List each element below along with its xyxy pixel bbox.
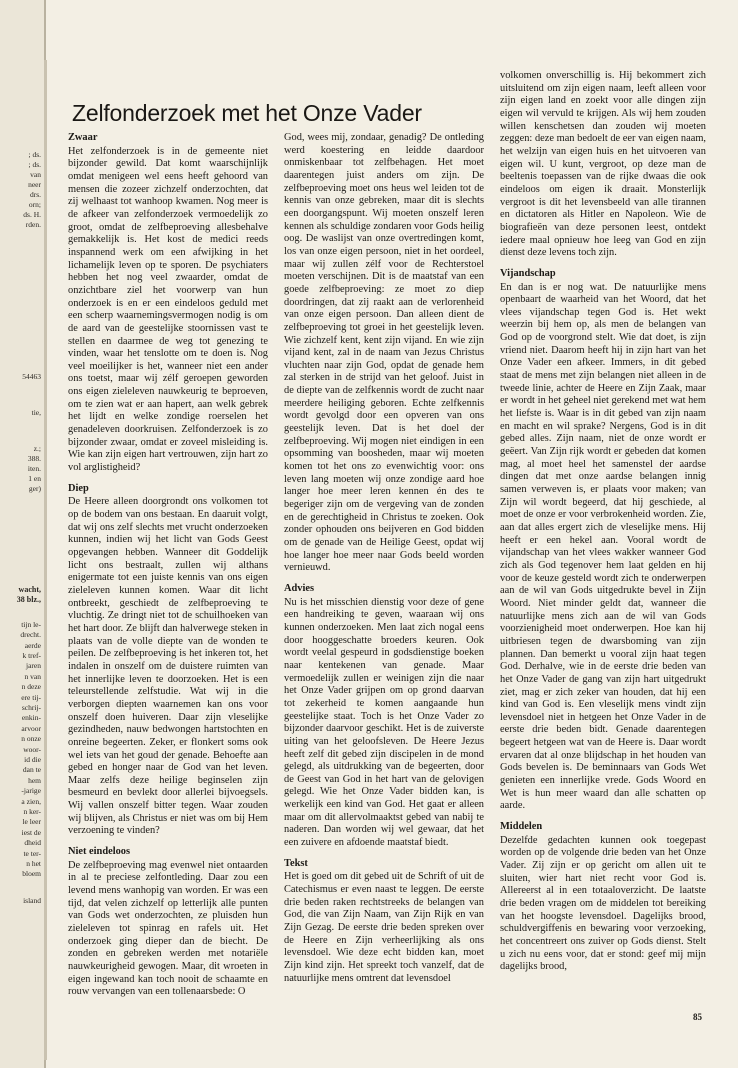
page-number: 85 <box>693 1012 702 1022</box>
margin-fragment: drs. <box>29 190 41 199</box>
paragraph: De zelfbeproeving mag evenwel niet ontaarden in al te preciese zelfontleding. Daar zou een levend mens wanhopig van worden. Er was een tijd, dat velen zichzelf op letterlijk alle punten van Gods wet onderzochten, ze pluisden hun zieleleven tot spinrag en rafels uit. Het onderzoek ging dieper dan de biecht. De zonden en gebreken werden met notariële nauwkeurigheid gewogen. Maar, dit wroeten in eigen ingewand kan toch nooit de schaamte en rouw vervangen van een tollenaarsbede: O <box>68 859 268 998</box>
margin-fragment: 54463 <box>22 372 41 381</box>
paragraph: Het is goed om dit gebed uit de Schrift of uit de Catechismus er even naast te leggen. De eerste drie beden raken rechtstreeks de belangen van God, die van Zijn Naam, van Zijn Rijk en van Zijn Gezag. De eerste drie beden spreken over de Heere en Zijn verheerlijking als ons levensdoel. Wie deze echt bidden kan, moet Zijn kind zijn. Het spreekt toch vanzelf, dat de natuurlijke mens omtrent dat levensdoel <box>284 871 484 984</box>
margin-fragment: -jarige <box>21 786 41 796</box>
section-heading: Zwaar <box>68 132 98 143</box>
margin-fragment: van <box>30 170 41 179</box>
column-3 <box>500 70 706 974</box>
paragraph: Het zelfonderzoek is in de gemeente niet bijzonder gewild. Dat komt waarschijnlijk omdat menigeen wel eens heeft gehoord van mensen die zozeer zichzelf onderzochten, dat zij welhaast tot wanhoop kwamen. Nog meer is de afkeer van zelfonderzoek vermoedelijk zo groot, omdat de zelfbeproeving allesbehalve gemakkelijk is. Het kost de medici reeds inspannend werk om een afwijking in het lichamelijk leven op te sporen. De psychiaters hebben het nog veel zwaarder, omdat de onzichtbare ziel het voorwerp van hun onderzoek is en er een eindeloos geduld met een scherp waarnemingsvermogen nodig is om de aard van de geestelijke stoornissen vast te stellen en daarmee de weg tot genezing te vinden, waar het tenslotte om te doen is. Nog veel moeilijker is het, wanneer niet een ander ons toetst, maar wij zélf geroepen geworden ons eigen zieleleven nauwkeurig te beproeven, om te zien wat er aan hapert, aan welk gebrek het lijdt en welke zondige roerselen het genadeleven doorkruisen. Zelfonderzoek is zo bijzonder zwaar, omdat er zoveel misleiding is. Wie kan zijn eigen hart vertrouwen, zijn hart zo vol arglistigheid? <box>68 145 268 474</box>
paragraph: De Heere alleen doorgrondt ons volkomen tot op de bodem van ons bestaan. En daaruit volgt, dat wij ons zelf slechts met vrucht onderzoeken kunnen, indien wij het licht van Gods Geest opgevangen hebben. Wanneer dit Goddelijk licht ons bestraalt, zullen wij althans enigermate tot een juiste kennis van ons eigen zieleleven kunnen komen. Waar dit licht ontbreekt, geschiedt de zelfbeproeving te vluchtig. Ze dringt niet tot de schuilhoeken van het hart door. Ze blijft dan halverwege steken in plaats van de volle diepte van de wonden te peilen. De zelfbeproeving is het inkeren tot, het indalen in onszelf om de duistere ruimten van het innerlijke leven te doorzoeken. Het is een teleurstellende zelfstudie. Wat wij in die verborgen diepten waarnemen kan ons voor onszelf doen huiveren. Daar zijn vleselijke gezindheden, nauw bedwongen hartstochten en onreine begeerten. Zeker, er flonkert soms ook wel iets van het goud der genade. Behoefte aan gebed en honger naar de God van het leven. Maar zelfs deze heilige beginselen zijn besmeurd en bevlekt door allerlei bijvoegsels. Wij vallen onszelf bitter tegen. Waar zouden wij blijven, als Christus er niet was om bij Hem verzoening te vinden? <box>68 496 268 837</box>
margin-fragment: jaren <box>26 661 41 671</box>
section-heading: Vijandschap <box>500 267 556 279</box>
paragraph: volkomen onverschillig is. Hij bekommert zich uitsluitend om zijn eigen naam, leeft alleen voor zijn eigen land en zoekt voor alle dingen zijn eigen wil vervuld te krijgen. Als wij hem zouden willen kenschetsen dan zouden wij moeten zeggen: deze man bedoelt de eer van eigen naam, het welzijn van eigen huis en het uitvoeren van eigen wil. U kunt, vergroot, op deze man de beeltenis toepassen van de rijke dwaas die ook eindeloos om eigen ik draait. Monsterlijk vergroot is dit het levensbeeld van alle tirannen en dictatoren als Hitler en Napoleon. Wie de biografieën van deze personen leest, ontdekt iedere maal opnieuw hoe leeg van God en zijn dienst deze levens toch zijn. <box>500 70 706 259</box>
article-title: Zelfonderzoek met het Onze Vader <box>72 100 422 126</box>
article-page <box>58 60 706 1008</box>
margin-fragment: n van <box>24 671 41 681</box>
margin-fragment: wacht, <box>18 585 41 594</box>
margin-fragment: n ker- <box>23 807 41 816</box>
paragraph: En dan is er nog wat. De natuurlijke mens openbaart de waarheid van het Woord, dat het vlees vijandschap tegen God is. Het wekt weerzin bij hem op, als men de belangen van God op de voorgrond stelt. Wie dat doet, is zijn vriend niet. Daarom heeft hij in zijn hart van het Onze Vader een afkeer. Immers, in dit gebed staat de mens met zijn belangen niet alleen in de tweede linie, achter de Heere en Zijn Zaak, maar er wordt in het geheel niet gerekend met wat hem het liefste is. Waar is in dit gebed van zijn naam en macht en wil sprake? Nergens, God is in dit gebed alles. Zijn naam, niet de onze wordt er geëert. Van Zijn rijk wordt er gebeden dat komen mag, al moet heel het samenstel der aardse dingen dat met onze aardse belangen innig samen verweven is, er plaats voor maken; van Zijn wil wordt begeerd, dat hij geschiede, al moet de onze er voor verbrokenheid worden. Zie, aan dat alles ergert zich de vleselijke mens. Hij heeft er een hekel aan. Vooral wordt de vijandschap van het vlees wakker wanneer God zich als God tegenover hem laat gelden en hij voor de keuze gesteld wordt zich te onderwerpen aan de wil van Gods uitgedrukte bevel in Zijn Woord. Niet minder geldt dat, wanneer die natuurlijke mens zich aan de wil van Gods voorzienigheid moet onderwerpen. Hoe kan hij uitbriesen tegen de dwarsboming van zijn plannen. Dan bemerkt u vooral zijn haat tegen God. Derhalve, wie in de eerste drie beden van het Onze Vader de gang van zijn hart uitgedrukt ziet, mag er zich zeker van houden, dat hij een kind van God is. Een vleselijk mens vindt zijn levensdoel niet in hetgeen het Onze Vader in de eerste drie beden bidt. Genade daarentegen begeert hetgeen wat van de Heere is. Daar wordt ervaren dat al onze blijdschap in het houden van Gods bevelen is. De beminnaars van Gods Wet genieten een innerlijke vrede. Gods Woord en Wet is hun meer waard dan alle schatten op aarde. <box>500 281 706 812</box>
margin-fragment: n onze <box>21 734 41 744</box>
margin-fragment: 1 en <box>28 474 41 483</box>
margin-fragment: n het <box>26 859 41 868</box>
margin-fragment: bloem <box>22 869 41 879</box>
margin-fragment: k tref- <box>22 651 41 660</box>
margin-fragment: ds. H. <box>23 210 41 219</box>
margin-fragment: z.; <box>33 444 41 453</box>
margin-fragment: ; ds. <box>28 150 41 159</box>
margin-fragment: 38 blz., <box>16 595 41 605</box>
margin-fragment: woor- <box>23 744 41 754</box>
margin-fragment: dan te <box>22 765 41 775</box>
section-heading: Diep <box>68 482 89 494</box>
margin-fragment: id die <box>24 755 41 764</box>
margin-fragment: neer <box>28 180 41 189</box>
margin-fragment: iest de <box>21 827 41 837</box>
margin-fragment: island <box>23 895 41 905</box>
margin-fragment: te ter- <box>23 848 41 858</box>
left-margin-adjacent-page <box>0 0 46 1068</box>
section-heading: Tekst <box>284 857 308 869</box>
paragraph: Nu is het misschien dienstig voor deze of gene een handreiking te geven, waaraan wij ons kunnen onderzoeken. Men laat zich nogal eens door hooggeschatte broeders keuren. Ook wordt veelal gespeurd in godsdienstige boeken naar kentekenen van genade. Maar vermoedelijk zullen er weinigen zijn die naar het Onze Vader grijpen om op grond daarvan tot zekerheid te komen aangaande hun geestelijke staat. Toch is het Onze Vader zo bijzonder daarvoor geschikt. Het is de zuiverste uiting van het geloofsleven. De Heere Jezus heeft zelf dit gebed zijn discipelen in de mond gelegd, als uitdrukking van de begeerten, door de Geest van God in het hart van de gelovigen gelegd. Wie het Onze Vader bidden kan, is werkelijk een kind van God. Het gaat er alleen maar om dit allervolmaaktst gebed van nabij te naderen. Dan worden wij wel gewaar, dat het een zuivere en afdoende maatstaf biedt. <box>284 596 484 849</box>
margin-fragment: tie, <box>31 408 41 417</box>
section-heading: Middelen <box>500 821 543 833</box>
margin-fragment: enkin- <box>21 713 41 723</box>
margin-fragment: iten. <box>27 464 41 473</box>
margin-fragment: arvoor <box>21 723 41 733</box>
margin-fragment: ; ds. <box>28 160 41 169</box>
paragraph: God, wees mij, zondaar, genadig? De ontleding werd koestering en leidde daardoor onmiskenbaar tot zelfbehagen. Het moet daarentegen juist anders om zijn. De zelfbeproeving moet ons heus wel leiden tot de kennis van onze gebreken, maar dit is slechts een doorgangspunt. Wij moeten onszelf leren kennen als schuldige zondaren voor Gods heilig oog. De waslijst van onze overtredingen komt, los van onze eigen persoon, niet in het oordeel, maar wij zullen zélf voor de Rechterstoel moeten verschijnen. Dit is de maatstaf van een goede zelfbeproeving: ze moet zo diep doordringen, dat zij raakt aan de verlorenheid van onze eigen persoon. Dan alleen dient de zelfbeproeving tot groei in het geestelijk leven. Wie zichzelf kent, kent zijn vijand. En wie zijn vijand kent, zal in de naam van Jezus Christus vluchten naar zijn God, opdat de genade hem zal sterken in de strijd van het geloof. Juist in de diepte van de zelfkennis wordt de zucht naar meerdere heiliging geboren. Echte zelfkennis wordt gevolgd door een opveren van ons geestelijk leven. Dat is het doel der zelfbeproeving. Wij mogen niet eindigen in een opsomming van boosheden, maar wij moeten komen tot het ons zo evenwichtig voor: ons leven lang moeten wij onze zondige aard hoe langer hoe meer leren kennen én des te begeriger zijn om de vergeving van de zonden en de gerechtigheid in Christus te zoeken. Ook zonder ophouden ons beijveren en God bidden om de genade van de Heilige Geest, opdat wij hoe langer hoe meer naar Gods beeld worden vernieuwd. <box>284 132 484 574</box>
section-heading: Niet eindeloos <box>68 846 131 858</box>
column-2 <box>284 132 484 985</box>
margin-fragment: drecht. <box>20 630 41 640</box>
margin-fragment: hem <box>28 775 41 785</box>
margin-fragment: orn; <box>28 200 41 209</box>
margin-fragment: ere tij- <box>21 692 41 702</box>
margin-fragment: aerde <box>24 640 41 650</box>
section-heading: Advies <box>284 582 315 594</box>
margin-fragment: 388. <box>27 454 41 463</box>
margin-fragment: tijn le- <box>21 619 41 629</box>
column-1 <box>68 132 268 999</box>
margin-fragment: n deze <box>21 682 41 692</box>
page-divider <box>44 60 47 1060</box>
margin-fragment: le leer <box>22 817 41 827</box>
margin-fragment: schrij- <box>21 703 41 712</box>
margin-fragment: rden. <box>25 220 41 229</box>
margin-fragment: dheid <box>24 838 41 848</box>
paragraph: Dezelfde gedachten kunnen ook toegepast worden op de volgende drie beden van het Onze Vader. Zij zijn er op gericht om allen uit te sluiten, wier hart niet recht voor God is. Allereerst al in een totaaloverzicht. De laatste drie beden vragen om de middelen tot bereiking van het hoogste levensdoel. Dagelijks brood, schuldvergiffenis en bewaring voor verzoeking, het concentreert ons zuiver op Gods dienst. Stelt u zich nu eens voor, dat er stond: geef mij mijn dagelijks brood, <box>500 834 706 973</box>
margin-fragment: a zien, <box>21 796 41 806</box>
margin-fragment: ger) <box>28 484 41 493</box>
